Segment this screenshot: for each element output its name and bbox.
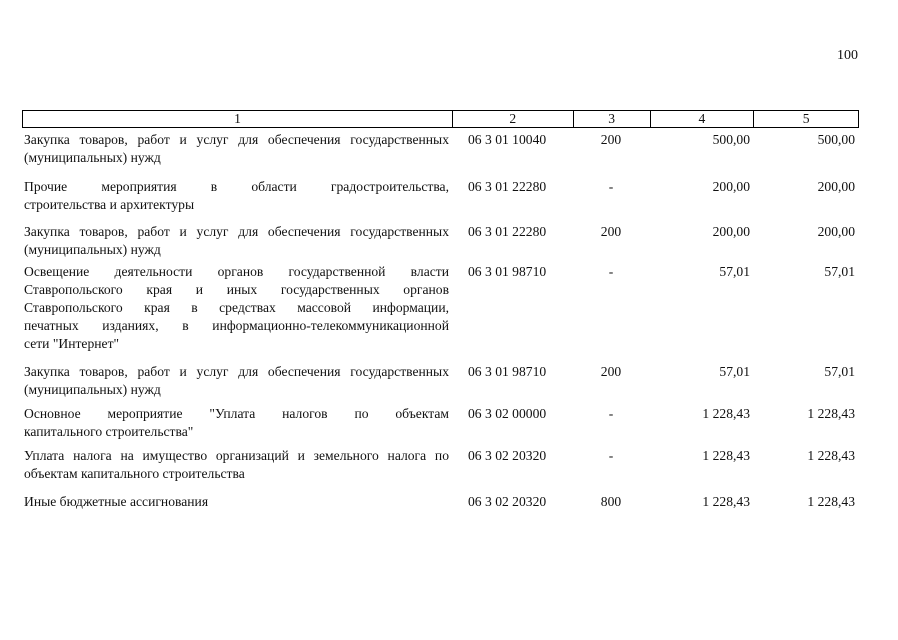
row-vr: - <box>608 406 614 421</box>
row-name <box>24 263 449 353</box>
row-value-5: 57,01 <box>824 264 855 279</box>
row-code: 06 3 02 00000 <box>468 406 547 421</box>
row-vr: - <box>608 264 614 279</box>
row-name-line: Уплата налога на имущество организаций и земельного налога по <box>24 448 449 463</box>
row-vr: 200 <box>600 224 622 239</box>
row-value-5: 1 228,43 <box>807 494 855 509</box>
row-code: 06 3 01 98710 <box>468 264 547 279</box>
row-name-line: Закупка товаров, работ и услуг для обеспечения государственных <box>24 132 449 147</box>
row-name <box>24 493 449 511</box>
column-header-1: 1 <box>234 111 241 126</box>
row-code: 06 3 01 10040 <box>468 132 547 147</box>
row-code: 06 3 01 98710 <box>468 364 547 379</box>
row-name-line: (муниципальных) нужд <box>24 242 161 257</box>
row-name <box>24 131 449 167</box>
row-vr: 200 <box>600 364 622 379</box>
row-name-line: Ставропольского края в средствах массовой информации, <box>24 300 449 315</box>
row-name-line: сети "Интернет" <box>24 336 120 351</box>
row-name-line: Закупка товаров, работ и услуг для обеспечения государственных <box>24 224 449 239</box>
column-header-2: 2 <box>452 111 573 127</box>
column-header-4: 4 <box>650 111 754 127</box>
row-code: 06 3 01 22280 <box>468 179 547 194</box>
row-name-line: Основное мероприятие "Уплата налогов по объектам <box>24 406 449 421</box>
row-code: 06 3 02 20320 <box>468 494 547 509</box>
row-name-line: строительства и архитектуры <box>24 197 195 212</box>
row-vr: - <box>608 179 614 194</box>
row-value-5: 1 228,43 <box>807 406 855 421</box>
row-name-line: Закупка товаров, работ и услуг для обеспечения государственных <box>24 364 449 379</box>
row-name-line: Освещение деятельности органов государственной власти <box>24 264 449 279</box>
row-name-line: (муниципальных) нужд <box>24 382 161 397</box>
row-value-4: 200,00 <box>712 224 750 239</box>
row-value-5: 500,00 <box>817 132 855 147</box>
row-name-line: капитального строительства" <box>24 424 194 439</box>
row-vr: 800 <box>600 494 622 509</box>
row-name-line: (муниципальных) нужд <box>24 150 161 165</box>
row-name-line: печатных изданиях, в информационно-телекоммуникационной <box>24 318 449 333</box>
row-name <box>24 447 449 483</box>
row-value-4: 1 228,43 <box>702 406 750 421</box>
row-code: 06 3 01 22280 <box>468 224 547 239</box>
page-number: 100 <box>837 48 858 63</box>
column-header-5: 5 <box>753 111 858 127</box>
row-name <box>24 405 449 441</box>
row-code: 06 3 02 20320 <box>468 448 547 463</box>
row-name <box>24 178 449 214</box>
column-header-3: 3 <box>573 111 650 127</box>
row-value-4: 200,00 <box>712 179 750 194</box>
row-value-5: 200,00 <box>817 224 855 239</box>
row-vr: - <box>608 448 614 463</box>
row-value-4: 1 228,43 <box>702 448 750 463</box>
row-value-4: 1 228,43 <box>702 494 750 509</box>
row-name-line: Ставропольского края и иных государственных органов <box>24 282 449 297</box>
row-vr: 200 <box>600 132 622 147</box>
row-value-4: 57,01 <box>719 364 750 379</box>
row-value-5: 1 228,43 <box>807 448 855 463</box>
row-name-line: Иные бюджетные ассигнования <box>24 494 209 509</box>
row-value-5: 200,00 <box>817 179 855 194</box>
row-value-5: 57,01 <box>824 364 855 379</box>
row-name <box>24 363 449 399</box>
row-name-line: объектам капитального строительства <box>24 466 245 481</box>
row-name-line: Прочие мероприятия в области градостроительства, <box>24 179 449 194</box>
row-value-4: 57,01 <box>719 264 750 279</box>
row-value-4: 500,00 <box>712 132 750 147</box>
row-name <box>24 223 449 259</box>
